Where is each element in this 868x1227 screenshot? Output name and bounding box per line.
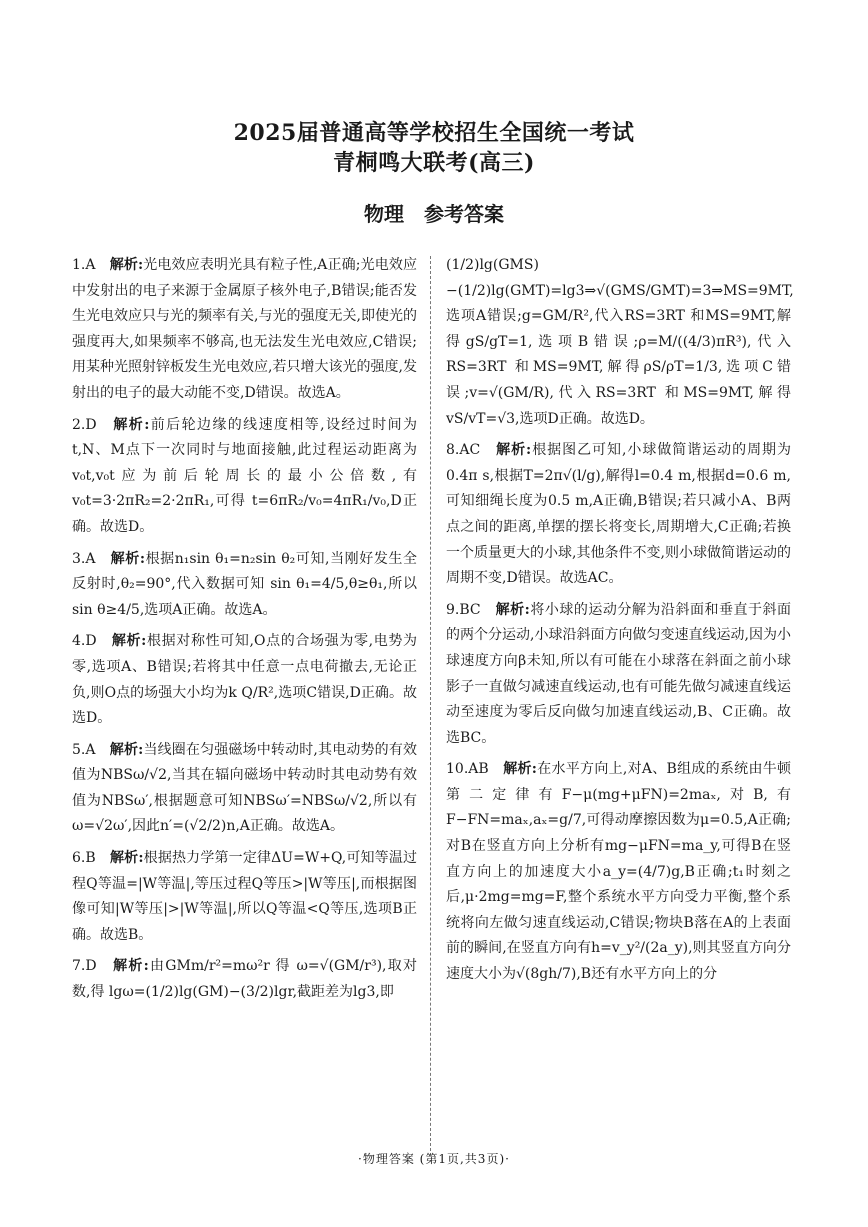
answer-text: 前后轮边缘的线速度相等,设经过时间为t,N、M点下一次同时与地面接触,此过程运动距离为v₀t,v₀t应为前后轮周长的最小公倍数,有v₀t=3·2πR₂=2·2πR₁,可得 t=6πR₂/v₀=4πR₁/v₀,D正确。故选D。 (72, 416, 418, 535)
answer-number: 9.BC (446, 601, 481, 618)
answer-number: 5.A (72, 741, 96, 758)
answer-number: 10.AB (446, 761, 489, 778)
answer-text: 根据对称性可知,O点的合场强为零,电势为零,选项A、B错误;若将其中任意一点电荷撤去,无论正负,则O点的场强大小均为k Q/R²,选项C错误,D正确。故选D。 (72, 633, 417, 727)
analysis-label: 解析: (110, 550, 145, 567)
section-title: 物理 参考答案 (364, 202, 504, 226)
answer-number: 7.D (72, 958, 97, 975)
answer-text: 当线圈在匀强磁场中转动时,其电动势的有效值为NBSω/√2,当其在辐向磁场中转动时其电动势有效值为NBSω′,根据题意可知NBSω′=NBSω/√2,所以有ω=√2ω′,因此n′=(√2/2)n,A正确。故选A。 (72, 741, 418, 835)
answer-item (446, 598, 791, 752)
answer-item (72, 253, 417, 407)
analysis-label: 解析: (503, 761, 537, 778)
answer-item (72, 954, 417, 1005)
answer-item (72, 547, 417, 624)
answer-number: 2.D (72, 416, 97, 433)
answer-item (446, 438, 791, 592)
answer-text: 根据热力学第一定律ΔU=W+Q,可知等温过程Q等温=|W等温|,等压过程Q等压>|W等压|,而根据图像可知|W等压|>|W等温|,所以Q等温<Q等压,选项B正确。故选B。 (72, 850, 418, 943)
analysis-label: 解析: (495, 601, 530, 618)
answer-text: 根据图乙可知,小球做简谐运动的周期为0.4π s,根据T=2π√(l/g),解得l=0.4 m,根据d=0.6 m,可知细绳长度为0.5 m,A正确,B错误;若只减小A、B两点之间的距离,单摆的摆长将变长,周期增大,C正确;若换一个质量更大的小球,其他条件不变,则小球做简谐运动的周期不变,D错误。故选AC。 (446, 442, 792, 587)
answer-text: 根据n₁sin θ₁=n₂sin θ₂可知,当刚好发生全反射时,θ₂=90°,代入数据可知 sin θ₁=4/5,θ≥θ₁,所以 sin θ≥4/5,选项A正确。故选A。 (72, 550, 418, 618)
analysis-label: 解析: (496, 442, 532, 459)
answer-number: 4.D (72, 633, 97, 650)
analysis-label: 解析: (111, 633, 147, 650)
answer-text: (1/2)lg(GMS)−(1/2)lg(GMT)=lg3⇒√(GMS/GMT)=3⇒MS=9MT,选项A错误;g=GM/R²,代入RS=3RT 和MS=9MT,解得gS/gT=1,选项B错误;ρ=M/((4/3)πR³),代入RS=3RT 和MS=9MT,解得ρS/ρT=1/3,选项C错误;v=√(GM/R),代入RS=3RT 和MS=9MT,解得vS/vT=√3,选项D正确。故选D。 (446, 257, 794, 427)
answer-text: 光电效应表明光具有粒子性,A正确;光电效应中发射出的电子来源于金属原子核外电子,B错误;能否发生光电效应只与光的频率有关,与光的强度无关,即使光的强度再大,如果频率不够高,也无法发生光电效应,C错误;用某种光照射锌板发生光电效应,若只增大该光的强度,发射出的电子的最大动能不变,D错误。故选A。 (72, 257, 418, 401)
answer-item (72, 413, 417, 541)
answer-number: 3.A (72, 550, 96, 567)
analysis-label: 解析: (110, 850, 144, 867)
answer-item (72, 738, 417, 840)
column-divider (430, 256, 431, 1156)
answer-number: 1.A (72, 257, 96, 273)
left-column (72, 253, 417, 1012)
exam-subtitle: 青桐鸣大联考(高三) (333, 150, 535, 176)
answer-text: 在水平方向上,对A、B组成的系统由牛顿第二定律有F−μ(mg+μFN)=2maₓ,对B,有F−FN=maₓ,aₓ=g/7,可得动摩擦因数为μ=0.5,A正确;对B在竖直方向上分析有mg−μFN=ma_y,可得B在竖直方向上的加速度大小a_y=(4/7)g,B正确;t₁时刻之后,μ·2mg=mg=F,整个系统水平方向受力平衡,整个系统将向左做匀速直线运动,C错误;物块B落在A的上表面前的瞬间,在竖直方向有h=v_y²/(2a_y),则其竖直方向分速度大小为√(8gh/7),B还有水平方向上的分 (446, 761, 792, 983)
answer-item (72, 846, 417, 948)
page-footer: ·物理答案 (第1页,共3页)· (358, 1152, 510, 1166)
exam-title: 2025届普通高等学校招生全国统一考试 (233, 120, 635, 146)
answer-text: 将小球的运动分解为沿斜面和垂直于斜面的两个分运动,小球沿斜面方向做匀变速直线运动,因为小球速度方向β未知,所以有可能在小球落在斜面之前小球影子一直做匀减速直线运动,也有可能先做匀减速直线运动至速度为零后反向做匀加速直线运动,B、C正确。故选BC。 (446, 601, 792, 746)
analysis-label: 解析: (109, 257, 144, 273)
answer-item (446, 757, 791, 987)
answer-number: 6.B (72, 850, 96, 867)
answer-item-continued (446, 253, 794, 432)
analysis-label: 解析: (113, 416, 150, 433)
analysis-label: 解析: (109, 741, 144, 758)
right-column (446, 253, 794, 994)
answer-item (72, 629, 417, 731)
analysis-label: 解析: (113, 958, 149, 975)
answer-text: 由GMm/r²=mω²r 得 ω=√(GM/r³),取对数,得 lgω=(1/2)lg(GM)−(3/2)lgr,截距差为lg3,即 (72, 958, 418, 1001)
answer-number: 8.AC (446, 442, 481, 459)
